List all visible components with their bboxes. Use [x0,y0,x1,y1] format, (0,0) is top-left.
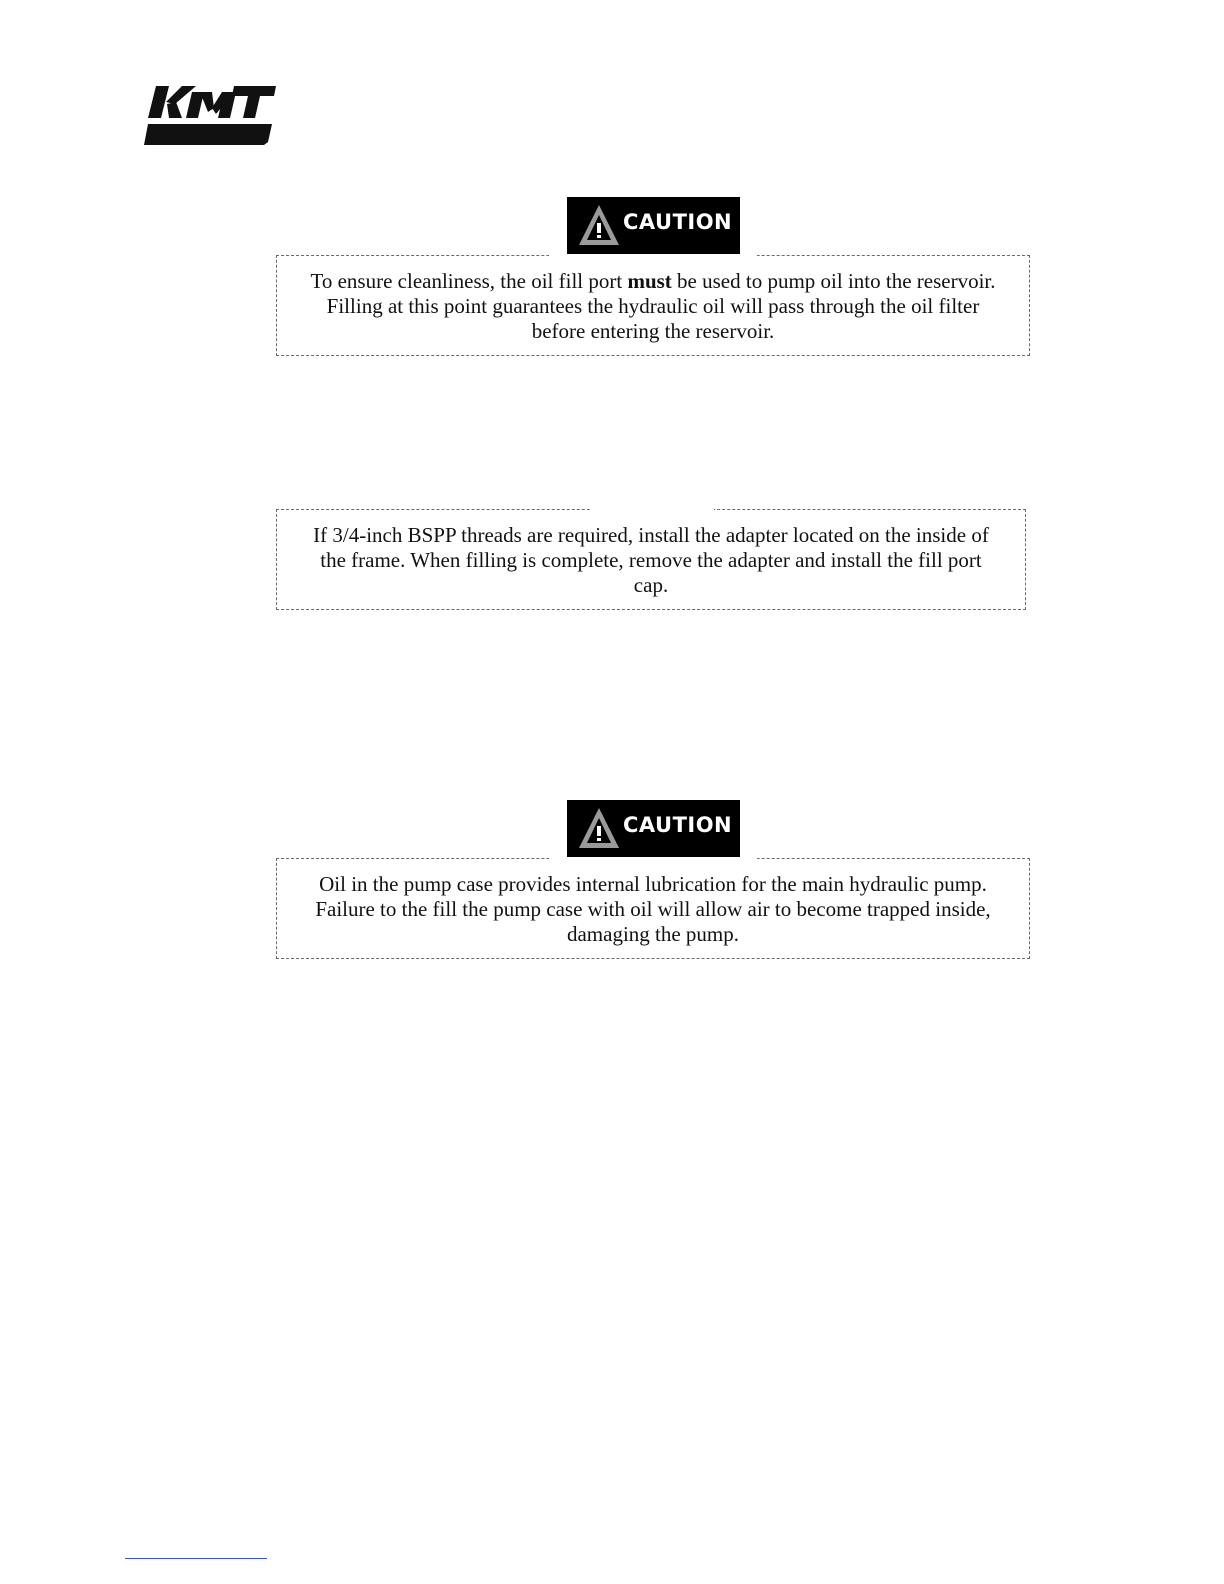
notice-line: damaging the pump. [566,922,740,946]
notice-line: If 3/4-inch BSPP threads are required, install the adapter located on the inside of [313,523,989,547]
kmt-logo [142,82,278,148]
note-box [276,509,1026,610]
notice-line: Failure to the fill the pump case with oil will allow air to become trapped inside, [315,897,991,921]
notice-line: cap. [633,573,669,597]
caution-box [276,858,1030,959]
notice-line: Filling at this point guarantees the hydraulic oil will pass through the oil filter [326,294,980,318]
caution-box [276,255,1030,356]
footer-divider [125,1558,267,1559]
notice-line: before entering the reservoir. [531,319,775,343]
notice-line: To ensure cleanliness, the oil fill port must be used to pump oil into the reservoir. [310,269,996,293]
caution-badge [567,197,740,256]
caution-label: CAUTION [623,813,733,837]
warning-triangle-icon [577,806,621,850]
warning-triangle-icon [577,203,621,247]
caution-label: CAUTION [623,210,733,234]
notice-line: the frame. When filling is complete, remove the adapter and install the fill port [320,548,982,572]
notice-line: Oil in the pump case provides internal lubrication for the main hydraulic pump. [319,872,987,896]
caution-badge [567,800,740,859]
